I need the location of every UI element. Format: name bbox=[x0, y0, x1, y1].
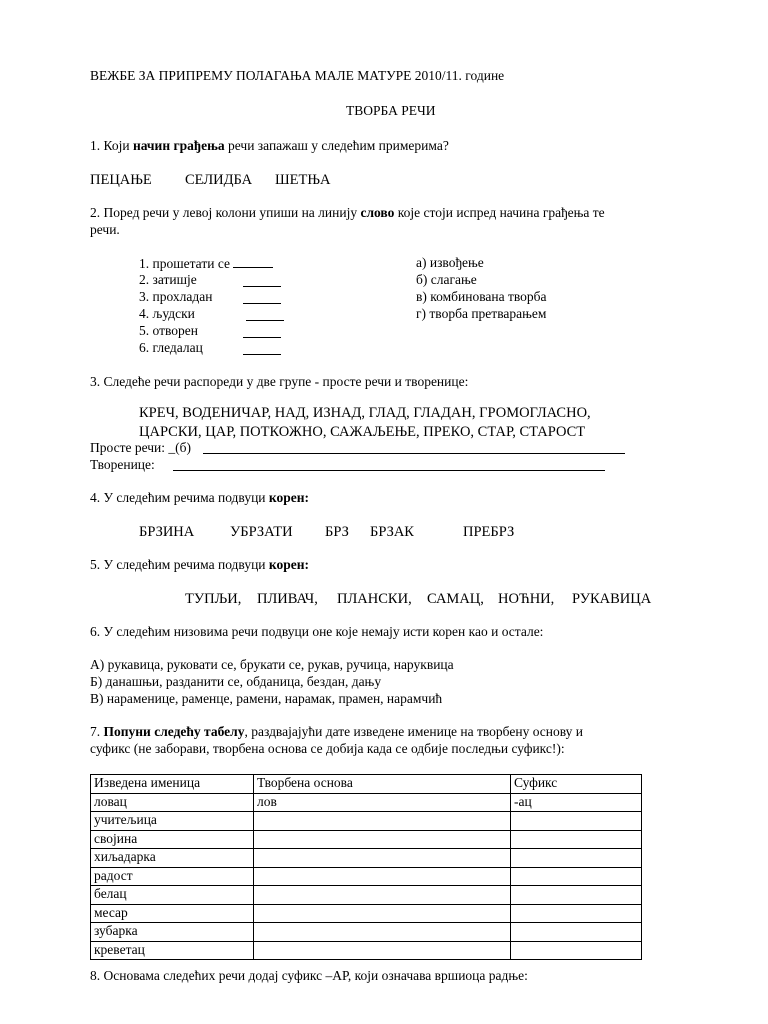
answer-line[interactable] bbox=[246, 308, 284, 321]
table-row bbox=[91, 923, 642, 942]
q2-right-item: а) извођење bbox=[416, 255, 484, 270]
q2-left-item: 2. затишје bbox=[139, 272, 197, 287]
suffix-cell[interactable] bbox=[511, 812, 642, 831]
column-header: Изведена именица bbox=[91, 775, 254, 794]
question-1: 1. Који начин грађења речи запажаш у следећим примерима? bbox=[90, 138, 449, 153]
stem-cell[interactable] bbox=[254, 923, 511, 942]
q6-line: А) рукавица, руковати се, брукати се, рукав, ручица, наруквица bbox=[90, 657, 454, 672]
question-2-cont: речи. bbox=[90, 222, 120, 237]
q2-left-item: 5. отворен bbox=[139, 323, 198, 338]
question-8: 8. Основама следећих речи додај суфикс –АР, који означава вршиоца радње: bbox=[90, 968, 528, 983]
q3-words-row: ЦАРСКИ, ЦАР, ПОТКОЖНО, САЖАЉЕЊЕ, ПРЕКО, СТАР, СТАРОСТ bbox=[139, 424, 586, 440]
q5-word: ТУПЉИ, bbox=[185, 591, 242, 607]
suffix-cell[interactable] bbox=[511, 923, 642, 942]
stem-cell[interactable] bbox=[254, 886, 511, 905]
suffix-cell[interactable] bbox=[511, 886, 642, 905]
question-4: 4. У следећим речима подвуци корен: bbox=[90, 490, 310, 505]
q2-right-item: в) комбинована творба bbox=[416, 289, 547, 304]
suffix-cell[interactable]: -ац bbox=[511, 793, 642, 812]
question-7: 7. Попуни следећу табелу, раздвајајући дате изведене именице на творбену основу и bbox=[90, 724, 584, 739]
q2-right-item: б) слагање bbox=[416, 272, 477, 287]
q4-word: УБРЗАТИ bbox=[230, 524, 293, 540]
q2-left-item: 1. прошетати се bbox=[139, 255, 273, 273]
table-row bbox=[91, 886, 642, 905]
q1-word: ШЕТЊА bbox=[275, 172, 331, 188]
stem-cell[interactable] bbox=[254, 941, 511, 960]
noun-cell: својина bbox=[91, 830, 254, 849]
question-6: 6. У следећим низовима речи подвуци оне које немају исти корен као и остале: bbox=[90, 624, 544, 639]
q4-word: БРЗАК bbox=[370, 524, 414, 540]
answer-line[interactable] bbox=[243, 291, 281, 304]
simple-words-label: Просте речи: _(б) bbox=[90, 440, 192, 455]
section-title: ТВОРБА РЕЧИ bbox=[346, 103, 436, 118]
suffix-cell[interactable] bbox=[511, 849, 642, 868]
derived-words-line[interactable] bbox=[173, 458, 605, 471]
q5-word: РУКАВИЦА bbox=[572, 591, 652, 607]
stem-cell[interactable] bbox=[254, 904, 511, 923]
stem-cell[interactable] bbox=[254, 830, 511, 849]
table-row bbox=[91, 830, 642, 849]
q4-word: ПРЕБРЗ bbox=[463, 524, 515, 540]
q1-word: ПЕЦАЊЕ bbox=[90, 172, 152, 188]
column-header: Творбена основа bbox=[254, 775, 511, 794]
question-2: 2. Поред речи у левој колони упиши на линију слово које стоји испред начина грађења те bbox=[90, 205, 605, 220]
derivation-table bbox=[90, 774, 642, 960]
q4-word: БРЗ bbox=[325, 524, 349, 540]
table-row bbox=[91, 812, 642, 831]
column-header: Суфикс bbox=[511, 775, 642, 794]
q3-words-row: КРЕЧ, ВОДЕНИЧАР, НАД, ИЗНАД, ГЛАД, ГЛАДАН, ГРОМОГЛАСНО, bbox=[139, 405, 591, 421]
answer-line[interactable] bbox=[243, 274, 281, 287]
noun-cell: белац bbox=[91, 886, 254, 905]
stem-cell[interactable]: лов bbox=[254, 793, 511, 812]
table-row bbox=[91, 867, 642, 886]
q6-line: В) нараменице, раменце, рамени, нарамак, прамен, нарамчић bbox=[90, 691, 443, 706]
q2-left-item: 3. прохладан bbox=[139, 289, 213, 304]
noun-cell: месар bbox=[91, 904, 254, 923]
question-5: 5. У следећим речима подвуци корен: bbox=[90, 557, 310, 572]
answer-line[interactable] bbox=[233, 255, 273, 268]
q4-word: БРЗИНА bbox=[139, 524, 195, 540]
q2-left-item: 6. гледалац bbox=[139, 340, 203, 355]
q5-word: ПЛАНСКИ, bbox=[337, 591, 412, 607]
noun-cell: ловац bbox=[91, 793, 254, 812]
table-row bbox=[91, 849, 642, 868]
suffix-cell[interactable] bbox=[511, 904, 642, 923]
question-7-cont: суфикс (не заборави, творбена основа се добија када се одбије последњи суфикс!): bbox=[90, 741, 565, 756]
stem-cell[interactable] bbox=[254, 812, 511, 831]
simple-words-line[interactable] bbox=[203, 441, 625, 454]
q5-word: ПЛИВАЧ, bbox=[257, 591, 318, 607]
table-header-row bbox=[91, 775, 642, 794]
q1-word: СЕЛИДБА bbox=[185, 172, 253, 188]
question-3: 3. Следеће речи распореди у две групе - просте речи и творенице: bbox=[90, 374, 469, 389]
q2-left-item: 4. људски bbox=[139, 306, 195, 321]
noun-cell: зубарка bbox=[91, 923, 254, 942]
answer-line[interactable] bbox=[243, 342, 281, 355]
noun-cell: радост bbox=[91, 867, 254, 886]
q6-line: Б) данашњи, раздaнити се, обданица, бездан, дању bbox=[90, 674, 382, 689]
suffix-cell[interactable] bbox=[511, 941, 642, 960]
q5-word: НОЋНИ, bbox=[498, 591, 555, 607]
derived-words-label: Творенице: bbox=[90, 457, 155, 472]
noun-cell: учитељица bbox=[91, 812, 254, 831]
stem-cell[interactable] bbox=[254, 849, 511, 868]
page-title: ВЕЖБЕ ЗА ПРИПРЕМУ ПОЛАГАЊА МАЛЕ МАТУРЕ 2010/11. године bbox=[90, 68, 505, 83]
suffix-cell[interactable] bbox=[511, 830, 642, 849]
q2-right-item: г) творба претварањем bbox=[416, 306, 547, 321]
table-row bbox=[91, 793, 642, 812]
stem-cell[interactable] bbox=[254, 867, 511, 886]
noun-cell: креветац bbox=[91, 941, 254, 960]
noun-cell: хиљадарка bbox=[91, 849, 254, 868]
table-row bbox=[91, 941, 642, 960]
suffix-cell[interactable] bbox=[511, 867, 642, 886]
q5-word: САМАЦ, bbox=[427, 591, 484, 607]
answer-line[interactable] bbox=[243, 325, 281, 338]
table-row bbox=[91, 904, 642, 923]
